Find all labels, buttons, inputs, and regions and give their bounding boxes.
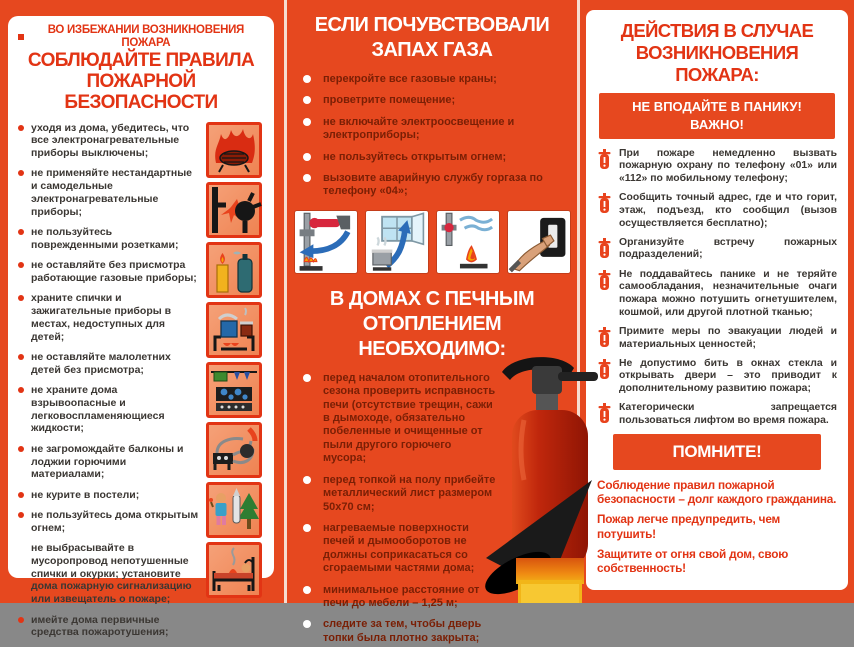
- gas-section-title: [301, 13, 563, 63]
- list-item: [597, 237, 837, 262]
- stove-title-line2: ОТОПЛЕНИЕМ НЕОБХОДИМО:: [358, 312, 506, 360]
- action-text: Не допустимо бить в окнах стекла и открывать двери – это приводит к дополнительному развитию пожара;: [619, 357, 837, 395]
- list-item: [301, 151, 563, 164]
- list-item: [301, 522, 497, 576]
- list-item: [597, 358, 837, 396]
- list-item: [301, 94, 563, 107]
- list-item: [597, 326, 837, 351]
- alert-line1: НЕ ВПОДАЙТЕ В ПАНИКУ!: [632, 99, 802, 115]
- extinguisher-bullet-icon: [597, 270, 612, 291]
- list-item: [18, 443, 200, 481]
- matches-firework-tree-icon: [206, 482, 262, 538]
- alert-line2: ВАЖНО!: [690, 117, 744, 133]
- rule-text: не выбрасывайте в мусоропровод непотушенные спички и окурки; установите дома пожарную сигнализацию или извещатель о пожаре;: [31, 542, 192, 606]
- rule-text: нагреваемые поверхности печей и дымооборотов не должны соприкасаться со сгораемыми частями дома;: [323, 521, 475, 575]
- gas-illustrations-row: [301, 211, 563, 273]
- list-item: [301, 116, 563, 143]
- list-item: [18, 489, 200, 502]
- list-item: [301, 584, 497, 611]
- left-panel-card: [8, 16, 274, 639]
- rule-text: не курите в постели;: [31, 488, 140, 501]
- column-divider: [284, 0, 287, 603]
- extinguisher-bullet-icon: [597, 193, 612, 214]
- closing-slogans: [597, 478, 837, 575]
- left-panel-subtitle: [18, 24, 264, 50]
- gas-valve-smoke-icon: [437, 211, 499, 273]
- list-item: [18, 351, 200, 377]
- list-item: [18, 542, 200, 606]
- list-item: [18, 167, 200, 218]
- extinguisher-bullet-icon: [597, 149, 612, 170]
- candle-gas-cylinder-icon: [206, 242, 262, 298]
- rule-text: не применяйте нестандартные и самодельные электронагревательные приборы;: [31, 167, 193, 218]
- action-text: Категорически запрещается пользоваться лифтом во время пожара.: [619, 402, 837, 426]
- list-item: [18, 384, 200, 435]
- list-item: [301, 372, 497, 466]
- list-item: [301, 73, 563, 86]
- rule-text: не пользуйтесь открытым огнем;: [323, 150, 507, 163]
- left-title-line1: СОБЛЮДАЙТЕ ПРАВИЛА: [27, 49, 255, 71]
- list-item: [597, 402, 837, 427]
- smoking-in-bed-icon: [206, 542, 262, 598]
- right-column: [580, 0, 854, 603]
- rule-text: не включайте электроосвещение и электроприборы;: [323, 115, 515, 142]
- rule-text: имейте дома первичные средства пожаротушения;: [31, 613, 169, 639]
- slogan: Соблюдение правил пожарной безопасности – долг каждого гражданина.: [597, 478, 837, 507]
- list-item: [18, 259, 200, 285]
- rule-text: перед топкой на полу прибейте металлический лист размером 50x70 см;: [323, 473, 496, 513]
- list-item: [301, 172, 563, 199]
- rule-text: проветрите помещение;: [323, 94, 456, 107]
- remember-banner: ПОМНИТЕ!: [613, 434, 821, 470]
- rule-text: не храните дома взрывоопасные и легковоспламеняющиеся жидкости;: [31, 384, 165, 435]
- red-square-marker: [18, 34, 24, 40]
- rule-text: вызовите аварийную службу горгаза по телефону «04»;: [323, 172, 543, 198]
- rule-text: перед началом отопительного сезона проверить исправность печи (отсутствие трещин, сажи в дымоходе, обязательно побеленные и очищенные от пыли другого горючего мусора;: [323, 371, 496, 465]
- slogan: Защитите от огня свой дом, свою собственность!: [597, 546, 789, 575]
- electric-heater-fire-icon: [206, 122, 262, 178]
- list-item: [301, 618, 497, 645]
- rule-text: уходя из дома, убедитесь, что все электронагревательные приборы выключены;: [31, 121, 190, 160]
- laundry-over-stove-icon: [206, 362, 262, 418]
- ventilate-room-icon: [366, 211, 428, 273]
- right-panel-card: [586, 10, 848, 590]
- rule-text: не загромождайте балконы и лоджии горючими материалами;: [31, 442, 184, 481]
- overloaded-wires-icon: [206, 422, 262, 478]
- stove-title-line1: В ДОМАХ С ПЕЧНЫМ: [329, 287, 535, 310]
- left-panel-header: [18, 24, 264, 114]
- action-text: Сообщить точный адрес, где и что горит, этаж, подъезд, кто сообщил (вызов осуществляется бесплатно);: [619, 192, 837, 229]
- action-text: При пожаре немедленно вызвать пожарную охрану по телефону «01» или «112» по мобильному телефону;: [619, 147, 837, 184]
- action-text: Примите меры по эвакуации людей и материальных ценностей;: [619, 325, 837, 350]
- illustration-strip: [206, 120, 264, 647]
- extinguisher-bullet-icon: [597, 327, 612, 348]
- light-switch-icon: [508, 211, 570, 273]
- list-item: [597, 148, 837, 186]
- left-title-line2: ПОЖАРНОЙ БЕЗОПАСНОСТИ: [64, 71, 218, 114]
- fire-extinguisher-image: [474, 350, 609, 603]
- list-item: [18, 614, 200, 640]
- rule-text: не пользуйтесь дома открытым огнем;: [31, 508, 199, 534]
- gas-title-line2: ЗАПАХ ГАЗА: [371, 39, 493, 61]
- fire-actions-list: [597, 148, 837, 428]
- rule-text: не оставляйте малолетних детей без присмотра;: [31, 351, 171, 376]
- rule-text: не оставляйте без присмотра работающие газовые приборы;: [31, 259, 197, 285]
- action-text: Не поддавайтесь панике и не теряйте самообладания, незначительные очаги пожара можно потушить огнетушителем, кошмой, или другой плотной тканью;: [619, 268, 837, 318]
- gas-rules-list: [301, 73, 563, 199]
- actions-title-line2: ВОЗНИКНОВЕНИЯ ПОЖАРА:: [635, 41, 799, 85]
- actions-title: [597, 20, 837, 85]
- list-item: [597, 192, 837, 230]
- no-panic-alert: [599, 93, 835, 138]
- list-item: [18, 509, 200, 535]
- list-item: [18, 292, 200, 343]
- left-subtitle-text: ВО ИЗБЕЖАНИИ ВОЗНИКНОВЕНИЯ ПОЖАРА: [47, 24, 245, 49]
- gas-title-line1: ЕСЛИ ПОЧУВСТВОВАЛИ: [314, 14, 550, 36]
- list-item: [18, 226, 200, 252]
- left-rules-list: [18, 122, 200, 647]
- list-item: [597, 269, 837, 320]
- damaged-plug-spark-icon: [206, 182, 262, 238]
- left-panel-title: [18, 50, 264, 114]
- left-column: [0, 0, 284, 639]
- action-text: Организуйте встречу пожарных подразделений;: [619, 236, 837, 261]
- close-gas-valve-icon: [295, 211, 357, 273]
- rule-text: минимальное расстояние от печи до мебели – 1,25 м;: [323, 583, 480, 609]
- slogan: Пожар легче предупредить, чем потушить!: [597, 512, 781, 541]
- actions-title-line1: ДЕЙСТВИЯ В СЛУЧАЕ: [620, 20, 814, 41]
- rule-text: следите за тем, чтобы дверь топки была плотно закрыта;: [323, 618, 482, 644]
- rule-text: не пользуйтесь поврежденными розетками;: [31, 226, 179, 251]
- list-item: [301, 474, 497, 514]
- rule-text: храните спички и зажигательные приборы в местах, недоступных для детей;: [31, 292, 172, 343]
- unattended-stove-pots-icon: [206, 302, 262, 358]
- rule-text: перекройте все газовые краны;: [323, 73, 497, 85]
- extinguisher-bullet-icon: [597, 238, 612, 259]
- list-item: [18, 122, 200, 160]
